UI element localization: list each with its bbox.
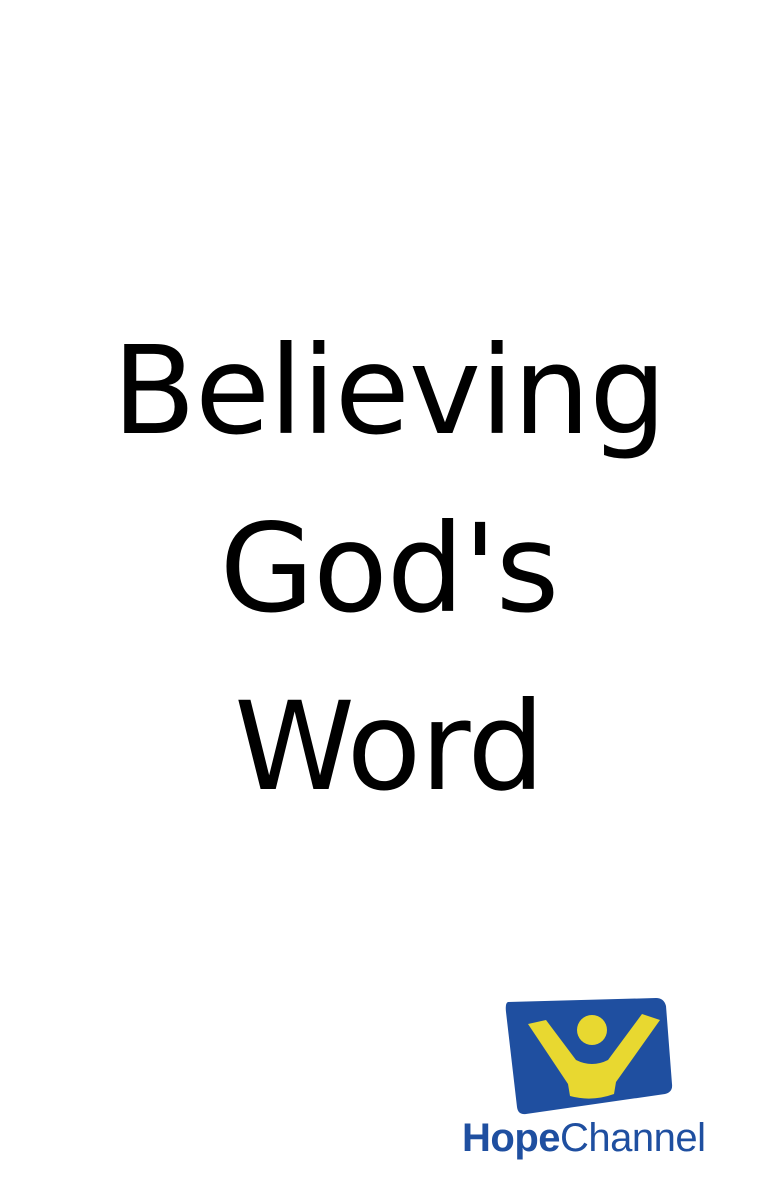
title-line-2: God's <box>219 498 559 640</box>
logo-word-hope: Hope <box>462 1116 560 1160</box>
title-line-3: Word <box>234 676 544 818</box>
hope-channel-logo <box>462 998 712 1168</box>
hope-channel-wordmark <box>462 1110 712 1166</box>
cover-title <box>0 302 778 836</box>
title-line-1: Believing <box>112 320 666 462</box>
logo-word-channel: Channel <box>560 1116 706 1160</box>
hope-channel-figure-icon <box>504 998 674 1116</box>
